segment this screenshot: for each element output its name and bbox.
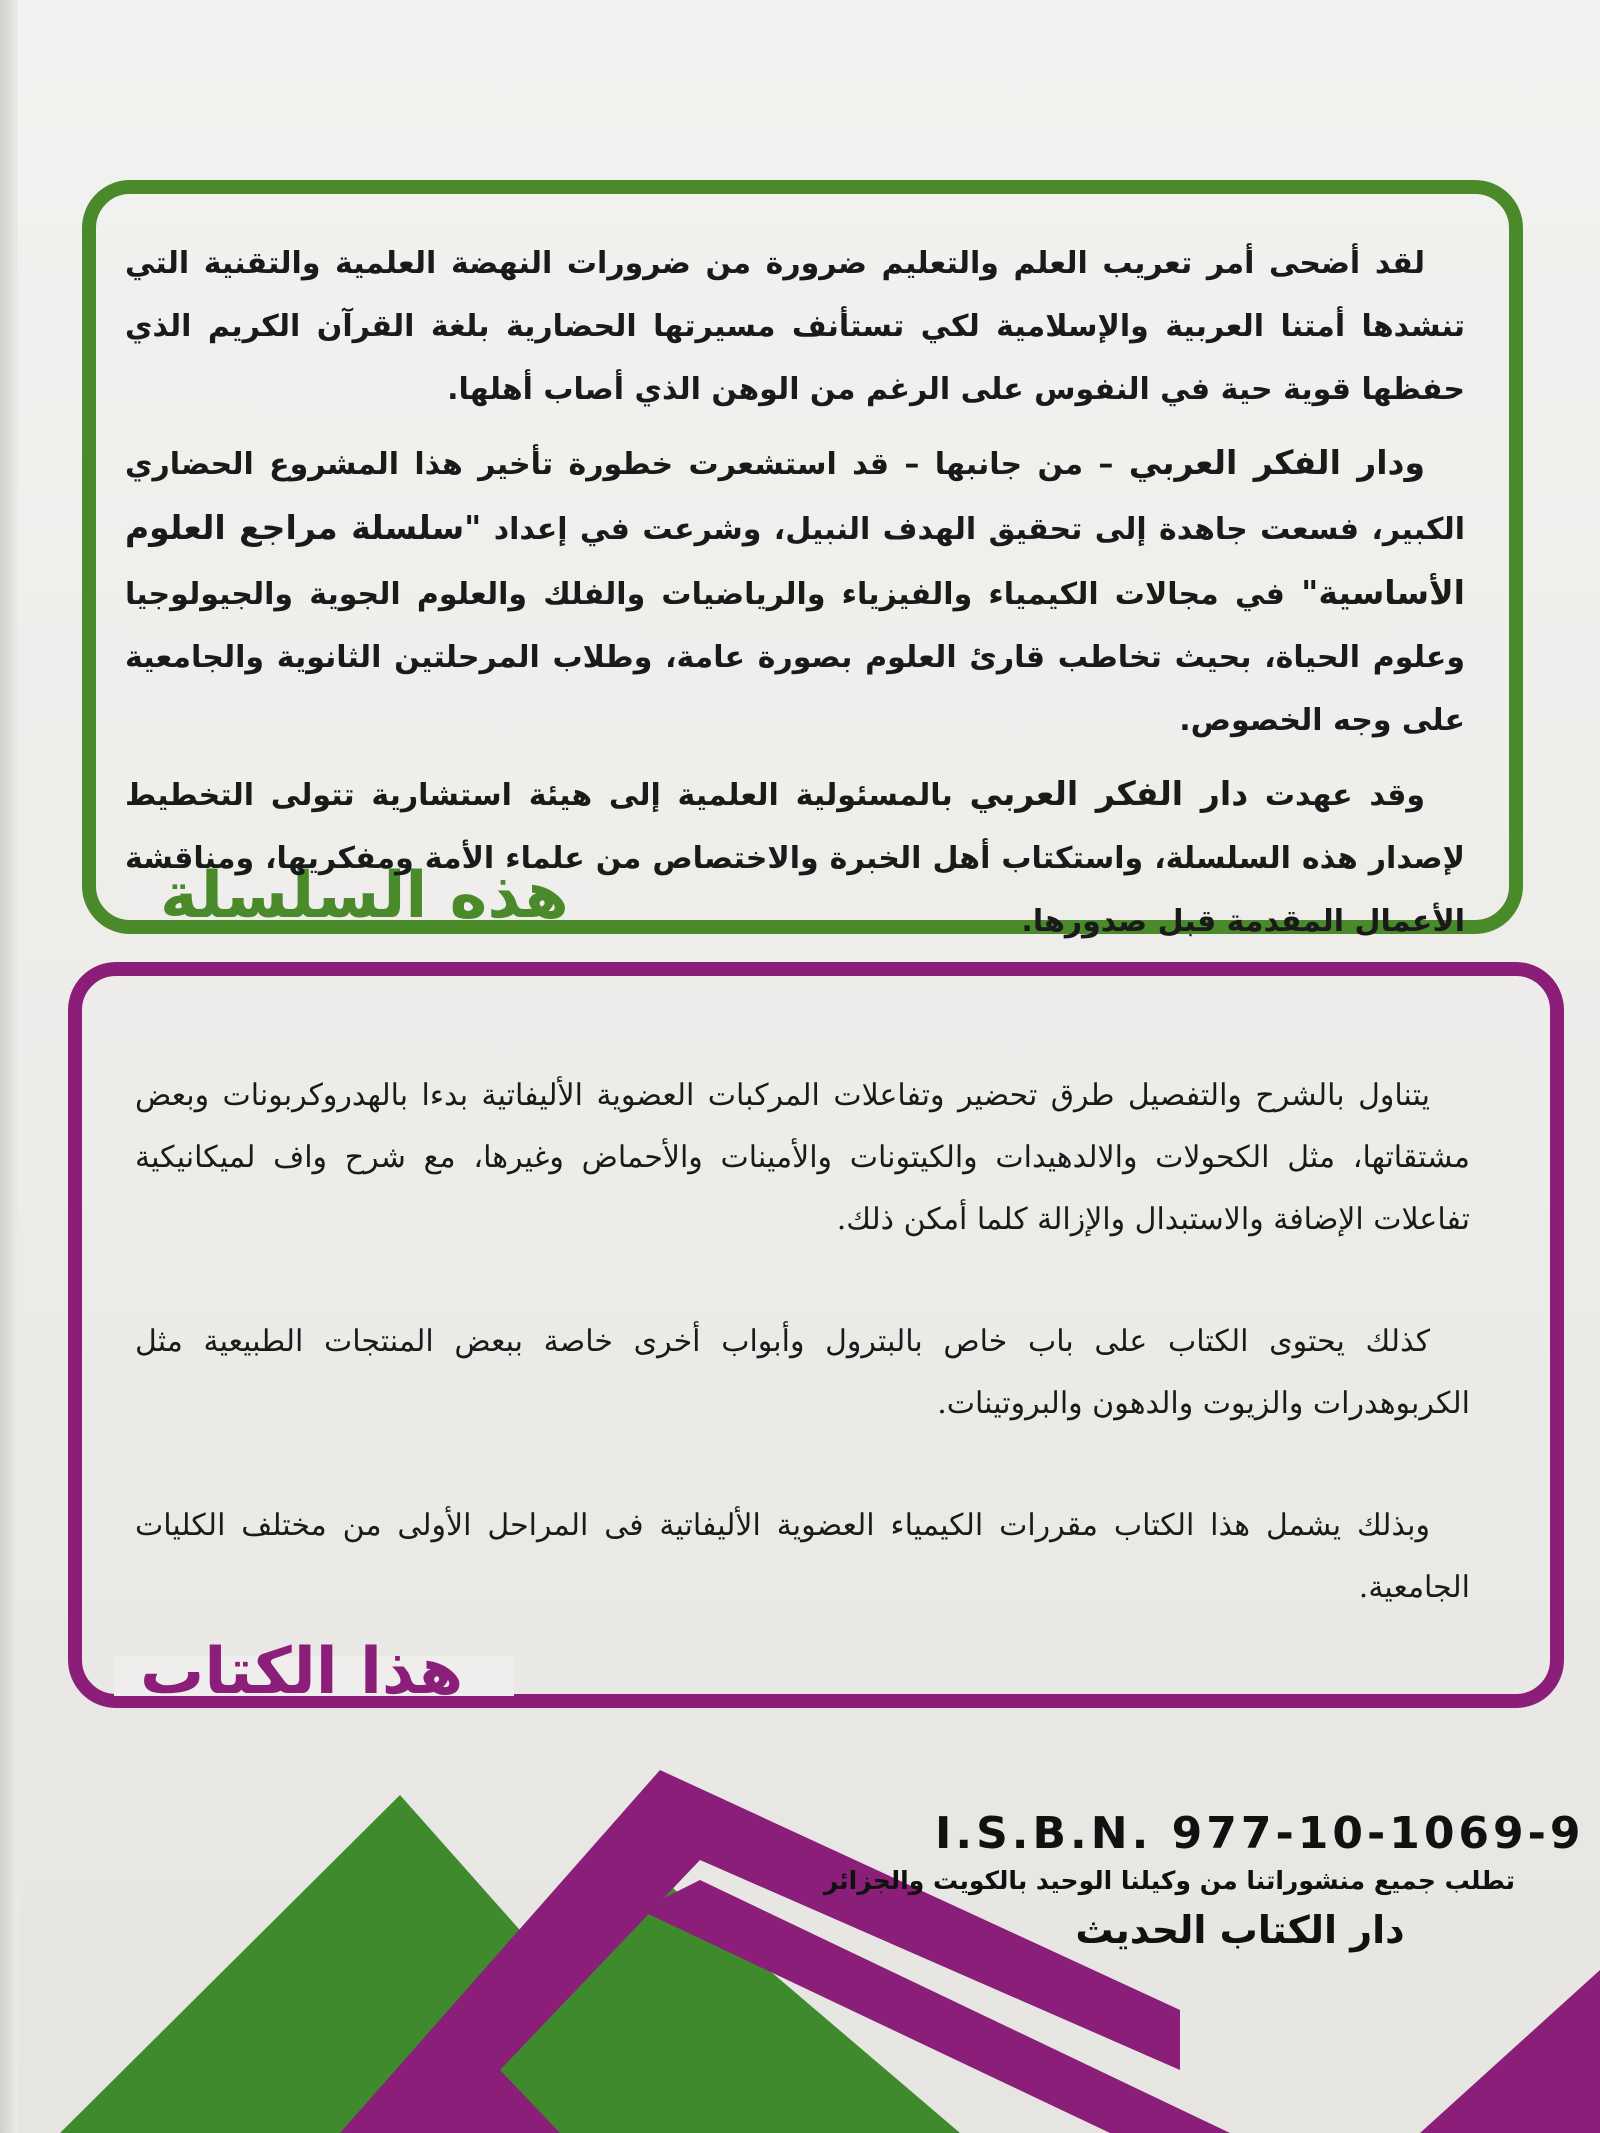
book-description bbox=[135, 1065, 1470, 1679]
series-paragraph-2-part2: في مجالات الكيمياء والفيزياء والرياضيات والفلك والعلوم الجوية والجيولوجيا وعلوم الحياة، بحيث تخاطب قارئ العلوم بصورة عامة، وطلاب المرحلتين الثانوية والجامعية على وجه الخصوص. bbox=[125, 577, 1465, 738]
series-paragraph-3-part2: بالمسئولية العلمية إلى هيئة استشارية تتولى التخطيط لإصدار هذه السلسلة، واستكتاب أهل الخبرة والاختصاص من علماء الأمة ومفكريها، ومناقشة الأعمال المقدمة قبل صدورها. bbox=[125, 778, 1465, 939]
series-paragraph-2 bbox=[125, 431, 1465, 752]
series-paragraph-1: لقد أضحى أمر تعريب العلم والتعليم ضرورة من ضرورات النهضة العلمية والتقنية التي تنشدها أمتنا العربية والإسلامية لكي تستأنف مسيرتها الحضارية بلغة القرآن الكريم الذي حفظها قوية حية في النفوس على الرغم من الوهن الذي أصاب أهلها. bbox=[125, 246, 1465, 407]
publisher-name-2: دار الفكر العربي bbox=[969, 774, 1249, 813]
publisher-name: ودار الفكر العربي bbox=[1128, 443, 1425, 482]
book-paragraph-2: كذلك يحتوى الكتاب على باب خاص بالبترول وأبواب أخرى خاصة ببعض المنتجات الطبيعية مثل الكربوهدرات والزيوت والدهون والبروتينات. bbox=[135, 1324, 1470, 1421]
series-name: "سلسلة مراجع العلوم الأساسية" bbox=[125, 508, 1465, 612]
series-paragraph-2-part1: – من جانبها – قد استشعرت خطورة تأخير هذا المشروع الحضاري الكبير، فسعت جاهدة إلى تحقيق الهدف النبيل، وشرعت في إعداد bbox=[125, 447, 1465, 547]
book-paragraph-3: وبذلك يشمل هذا الكتاب مقررات الكيمياء العضوية الأليفاتية فى المراحل الأولى من مختلف الكليات الجامعية. bbox=[135, 1508, 1470, 1605]
publisher-imprint: دار الكتاب الحديث bbox=[1075, 1908, 1405, 1952]
series-section-title: هذه السلسلة bbox=[160, 859, 569, 933]
book-paragraph-1: يتناول بالشرح والتفصيل طرق تحضير وتفاعلات المركبات العضوية الأليفاتية بدءا بالهدروكربونات وبعض مشتقاتها، مثل الكحولات والالدهيدات والكيتونات والأمينات والأحماض وغيرها، مع شرح واف لميكانيكية تفاعلات الإضافة والاستبدال والإزالة كلما أمكن ذلك. bbox=[135, 1078, 1470, 1237]
book-section-title: هذا الكتاب bbox=[140, 1635, 464, 1709]
series-paragraph-3 bbox=[125, 762, 1465, 953]
distribution-note: تطلب جميع منشوراتنا من وكيلنا الوحيد بالكويت والجزائر bbox=[823, 1866, 1515, 1895]
series-paragraph-3-part1: وقد عهدت bbox=[1248, 778, 1426, 813]
series-description bbox=[125, 232, 1465, 963]
isbn-number: I.S.B.N. 977-10-1069-9 bbox=[935, 1808, 1585, 1859]
purple-triangle-corner bbox=[1420, 1970, 1600, 2133]
